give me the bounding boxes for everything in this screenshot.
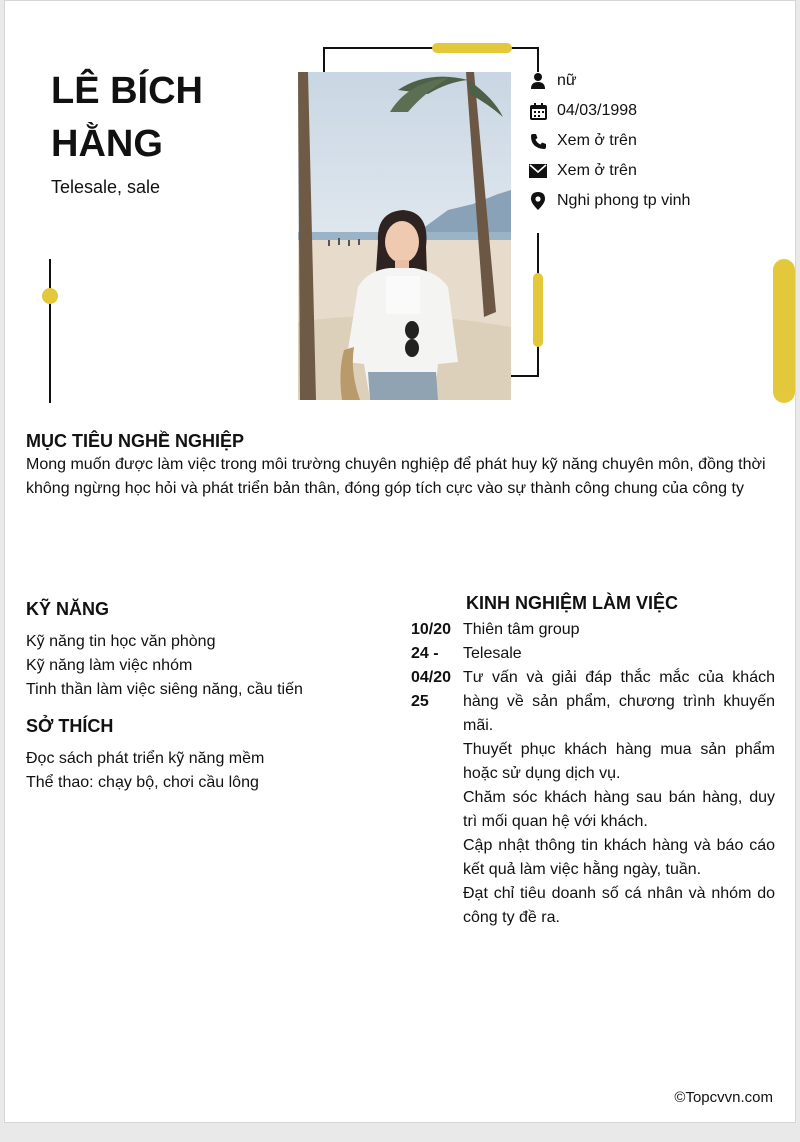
experience-date: 10/20 24 - 04/20 25 xyxy=(411,621,452,710)
photo-frame-left xyxy=(323,47,325,72)
experience-title: KINH NGHIỆM LÀM VIỆC xyxy=(466,593,679,613)
photo-frame-accent-bar xyxy=(432,43,512,53)
contact-email xyxy=(529,159,637,183)
experience-duty: Cập nhật thông tin khách hàng và báo cáo kết quả làm việc hằng ngày, tuần. xyxy=(463,837,775,878)
phone-value: Xem ở trên xyxy=(557,132,637,149)
contact-gender xyxy=(529,69,577,93)
email-value: Xem ở trên xyxy=(557,162,637,179)
list-item: Tinh thần làm việc siêng năng, cầu tiến xyxy=(26,681,303,698)
experience-position: Telesale xyxy=(463,645,522,662)
experience-details xyxy=(463,618,775,930)
hobbies-title: SỞ THÍCH xyxy=(26,716,114,736)
experience-duty: Chăm sóc khách hàng sau bán hàng, duy trì mối quan hệ với khách. xyxy=(463,789,775,830)
list-item: Thể thao: chạy bộ, chơi cầu lông xyxy=(26,774,259,791)
contact-birthdate xyxy=(529,99,637,123)
person-icon xyxy=(529,72,547,90)
hobbies-list xyxy=(26,747,386,795)
right-edge-accent xyxy=(773,259,795,403)
location-pin-icon xyxy=(529,192,547,210)
experience-duty: Tư vấn và giải đáp thắc mắc của khách hàng về sản phẩm, chương trình khuyến mãi. xyxy=(463,669,775,734)
left-divider-line xyxy=(49,259,51,403)
photo-frame-side-accent xyxy=(533,273,543,347)
address-value: Nghi phong tp vinh xyxy=(557,192,691,209)
skills-list xyxy=(26,630,386,702)
list-item: Kỹ năng tin học văn phòng xyxy=(26,633,216,650)
experience-duty: Thuyết phục khách hàng mua sản phẩm hoặc sử dụng dịch vụ. xyxy=(463,741,775,782)
contact-phone xyxy=(529,129,637,153)
list-item: Đọc sách phát triển kỹ năng mềm xyxy=(26,750,265,767)
candidate-name xyxy=(51,65,291,171)
cv-page xyxy=(4,0,796,1123)
gender-value: nữ xyxy=(557,72,577,89)
objective-text: Mong muốn được làm việc trong môi trường chuyên nghiệp để phát huy kỹ năng chuyên môn, đồng thời không ngừng học hỏi và phát triển bản thân, đóng góp tích cực vào sự thành công chung của công ty xyxy=(26,456,766,497)
name-line-1: LÊ BÍCH xyxy=(51,70,203,112)
phone-icon xyxy=(529,132,547,150)
experience-duty: Đạt chỉ tiêu doanh số cá nhân và nhóm do công ty đề ra. xyxy=(463,885,775,926)
list-item: Kỹ năng làm việc nhóm xyxy=(26,657,193,674)
copyright-footer: ©Topcvvn.com xyxy=(674,1089,773,1106)
contact-address xyxy=(529,189,690,213)
profile-photo xyxy=(298,72,511,400)
objective-title: MỤC TIÊU NGHỀ NGHIỆP xyxy=(26,431,245,451)
skills-title: KỸ NĂNG xyxy=(26,599,110,619)
envelope-icon xyxy=(529,162,547,180)
calendar-icon xyxy=(529,102,547,120)
birthdate-value: 04/03/1998 xyxy=(557,102,638,119)
left-accent-dot xyxy=(42,288,58,304)
experience-company: Thiên tâm group xyxy=(463,621,580,638)
photo-frame-bottom xyxy=(511,375,539,377)
name-line-2: HẰNG xyxy=(51,123,163,165)
job-title: Telesale, sale xyxy=(51,177,161,197)
